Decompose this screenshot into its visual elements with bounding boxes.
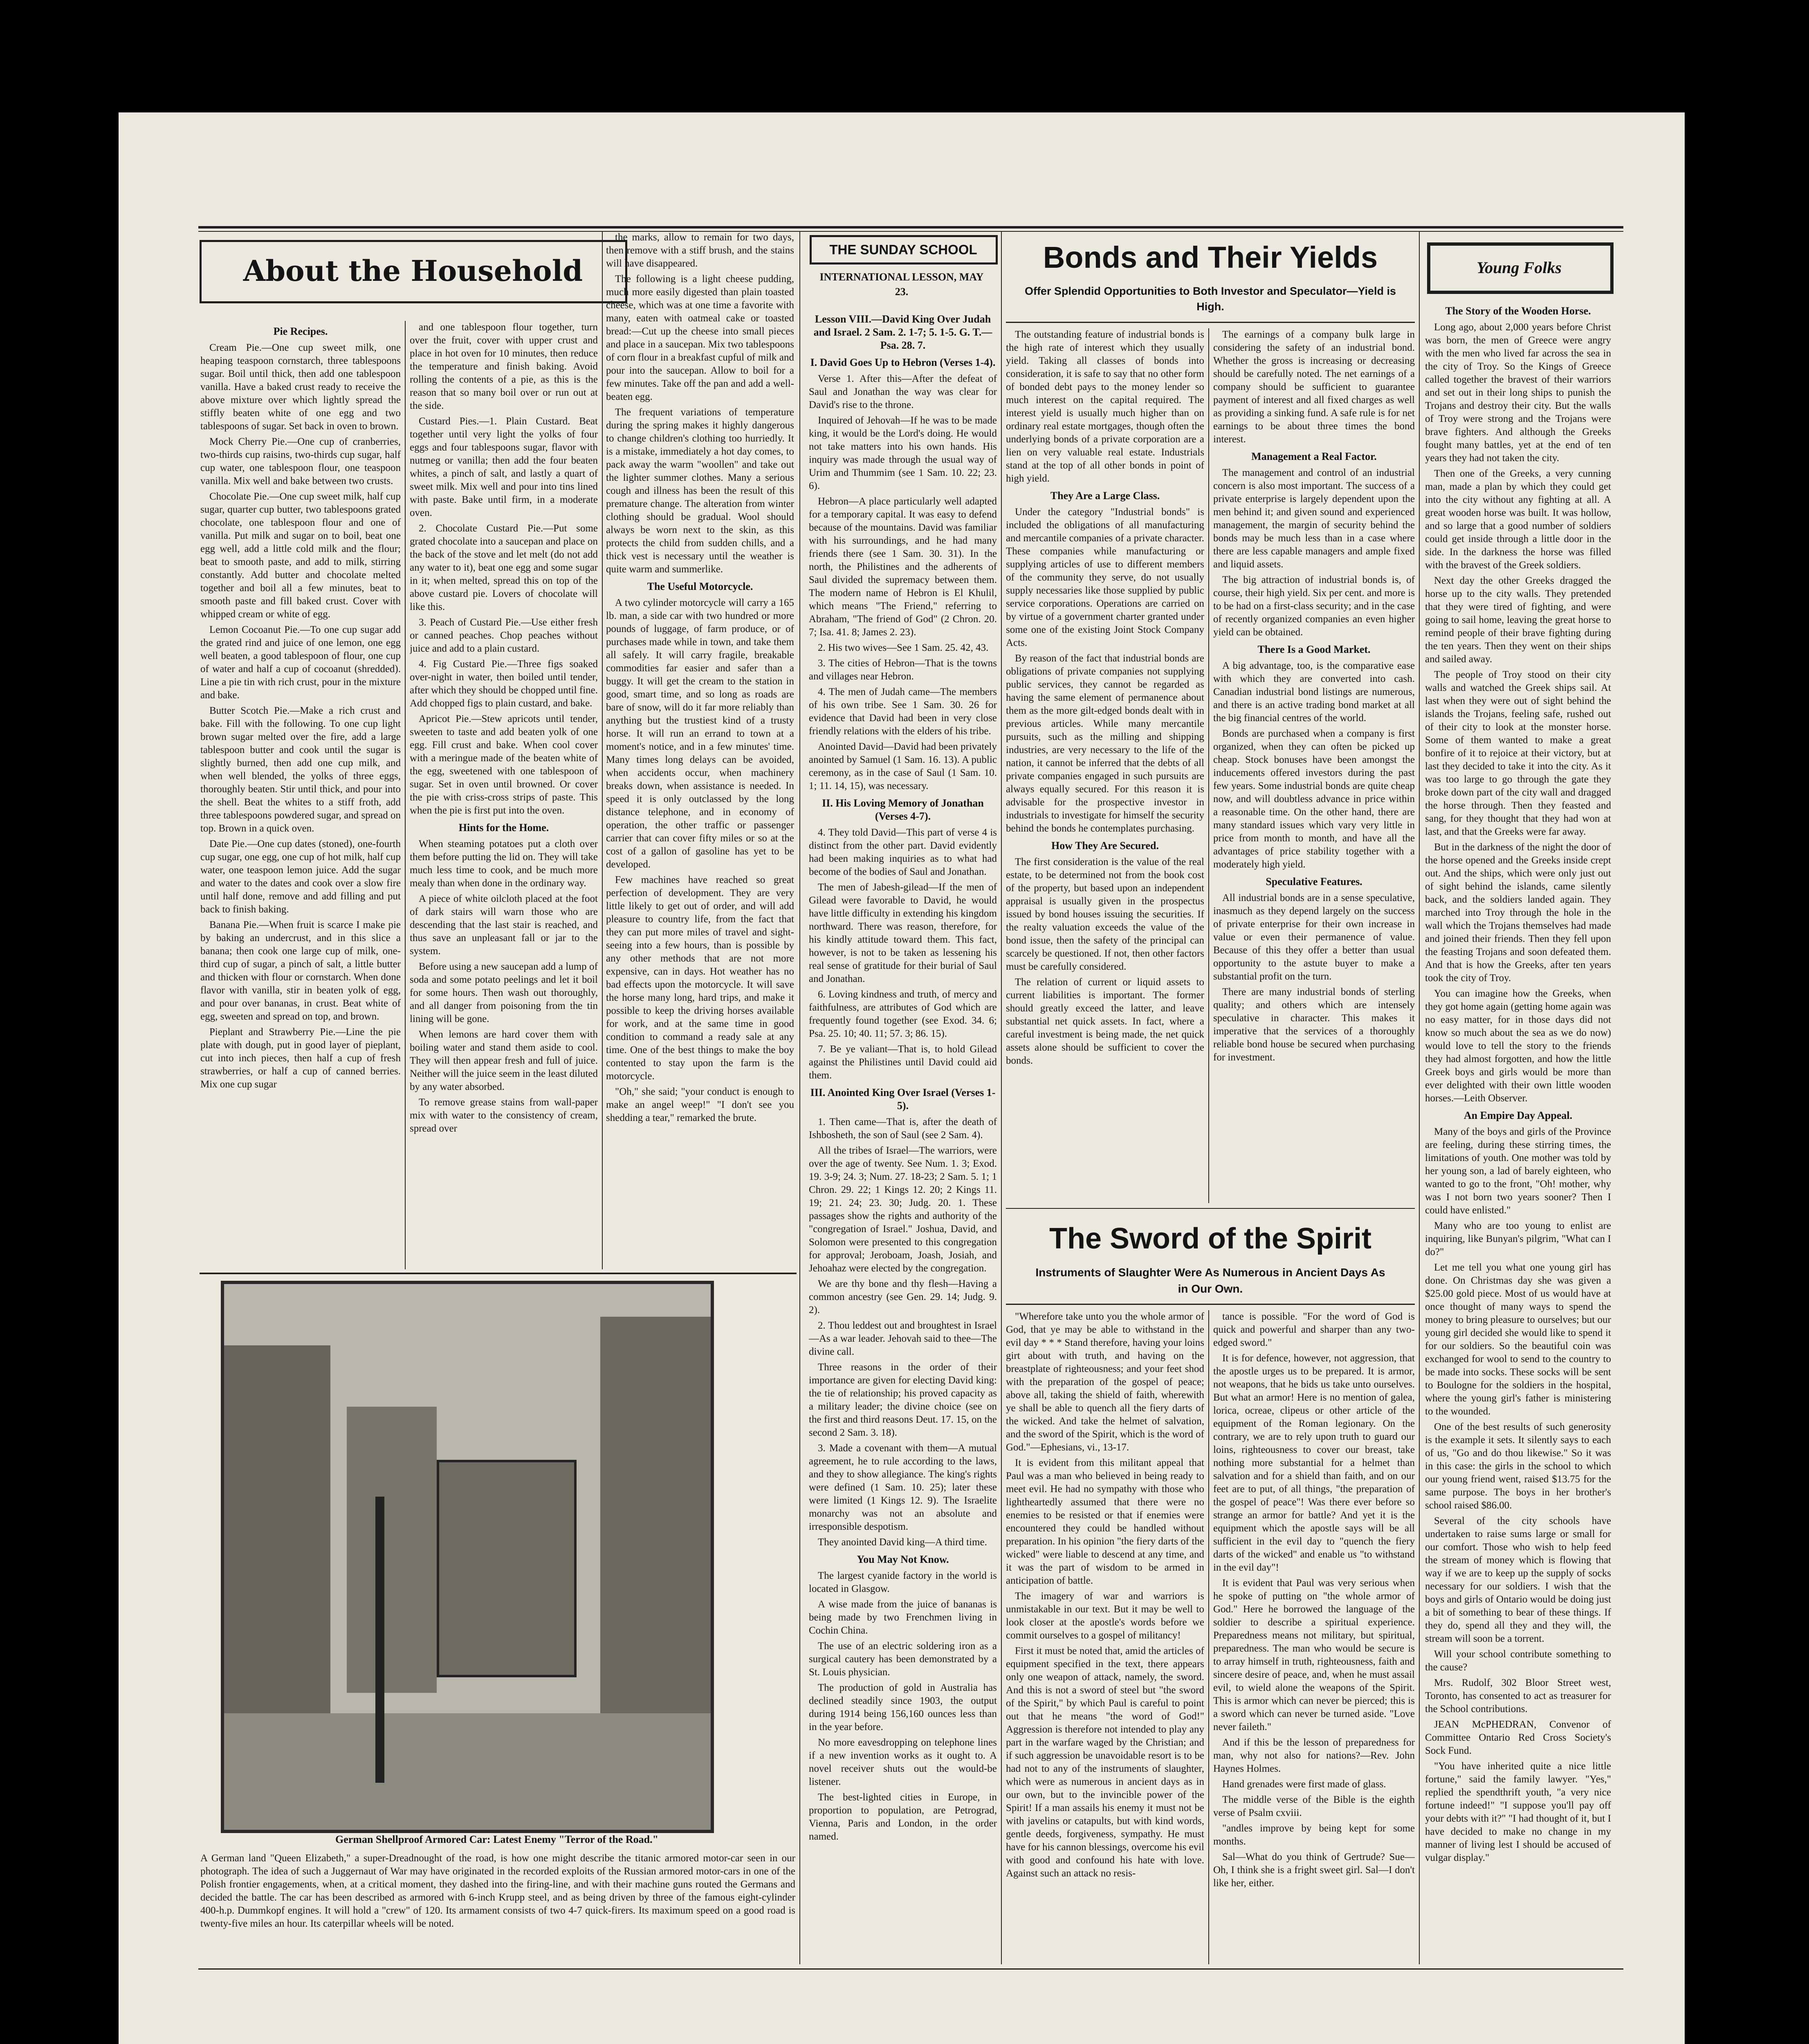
street [224, 1713, 711, 1830]
pie-recipes-heading: Pie Recipes. [273, 325, 328, 337]
paragraph: Date Pie.—One cup dates (stoned), one-fourth cup sugar, one egg, one cup of hot milk, half cup water, one teaspoon lemon juice. Add the sugar and water to the dates and cook over a slow fire until half done, remove and add filling and put back to finish baking. [200, 838, 401, 915]
paragraph: It is evident that Paul was very serious when he spoke of putting on "the whole armor of God." Here he borrowed the language of the soldier to describe a spiritual experience. Preparedness means not military, but spiritual, preparedness. The man who would be secure is to array himself in truth, righteousness, faith and sincere desire of peace, and, when he must assail evil, to wield alone the weapons of the Spirit. This is armor which can never be pierced; this is a sword which can never be turned aside. "Love never faileth." [1213, 1578, 1415, 1732]
paragraph: 1. Then came—That is, after the death of Ishbosheth, the son of Saul (see 2 Sam. 4). [809, 1116, 997, 1141]
paragraph: Then one of the Greeks, a very cunning man, made a plan by which they could get into the city without any fighting at all. A great wooden horse was built. It was hollow, and so large that a good number of soldiers could get inside through a little door in the side. In the darkness the horse was filled with the bravest of the Greek soldiers. [1425, 468, 1611, 571]
paragraph: The production of gold in Australia has declined steadily since 1903, the output during 1914 being 156,160 ounces less than in the year before. [809, 1682, 997, 1732]
bonds-subtitle: Offer Splendid Opportunities to Both Investor and Speculator—Yield is High. [1024, 285, 1396, 313]
section-heading: They Are a Large Class. [1050, 490, 1160, 502]
paragraph: The use of an electric soldering iron as a surgical cautery has been demonstrated by a St. Louis physician. [809, 1641, 997, 1678]
bottom-rule [198, 1968, 1623, 1970]
paragraph: Before using a new saucepan add a lump of soda and some potato peelings and let it boil for some hours. Then wash out thoroughly, and all danger from poisoning from the tin lining will be gone. [410, 961, 598, 1024]
paragraph: Lemon Cocoanut Pie.—To one cup sugar add the grated rind and juice of one lemon, one egg well beaten, a good tablespoon of flour, one cup of water and half a cup of cocoanut (shredded). Line a pie tin with rich crust, pour in the mixture and bake. [200, 624, 401, 701]
column-rule [602, 231, 603, 1269]
hints-heading: Hints for the Home. [458, 822, 549, 834]
paragraph: 6. Loving kindness and truth, of mercy and faithfulness, are attributes of God which are frequently found together (see Exod. 34. 6; Psa. 25. 10; 40. 11; 57. 3; 86. 15). [809, 989, 997, 1039]
paragraph: The frequent variations of temperature during the spring makes it highly dangerous to change children's clothing too hurriedly. It is a mistake, immediately a hot day comes, to pack away the warm "woollen" and take out the lighter summer clothes. Many a serious cough and illness has been the result of this premature change. The alteration from winter clothing should be gradual. Wool should always be worn next to the skin, as this protects the child from sudden chills, and a thick vest is necessary until the weather is quite warm and summerlike. [606, 407, 794, 575]
paragraph: Many who are too young to enlist are inquiring, like Bunyan's pilgrim, "What can I do?" [1425, 1220, 1611, 1257]
paragraph: They anointed David king—A third time. [818, 1537, 987, 1548]
paragraph: Under the category "Industrial bonds" is included the obligations of all manufacturing and mercantile companies of a private character. These companies while manufacturing or supplying articles of use to different members of the community they serve, do not usually supply necessaries like those supplied by public service corporations. Operations are carried on by virtue of a government charter granted under some one of the existing Joint Stock Company Acts. [1006, 507, 1204, 648]
paragraph: All the tribes of Israel—The warriors, were over the age of twenty. See Num. 1. 3; Exod. 19. 3-9; 24. 3; Num. 27. 18-23; 2 Sam. 5. 1; 1 Chron. 29. 22; 1 Kings 12. 20; 2 Kings 11. 19; 21. 24; 23. 30; Judg. 20. 1. These passages show the rights and authority of the "congregation of Israel." Joshua, David, and Solomon were presented to this congregation for approval; Jeroboam, Joash, Josiah, and Jehoahaz were elected by the congregation. [809, 1145, 997, 1274]
paragraph: A big advantage, too, is the comparative ease with which they are converted into cash. Canadian industrial bond listings are numerous, and there is an active trading bond market at all the big financial centres of the world. [1213, 660, 1415, 724]
paragraph: Long ago, about 2,000 years before Christ was born, the men of Greece were angry with the men who lived far across the sea in the city of Troy. So the Kings of Greece called together the bravest of their warriors and set out in their long ships to punish the Trojans and destroy their city. But the walls of Troy were strong and the Trojans were brave fighters. And although the Greeks fought many battles, yet at the end of ten years they had not taken the city. [1425, 322, 1611, 464]
young-folks-title: Young Folks [1477, 258, 1562, 277]
paragraph: 3. Made a covenant with them—A mutual agreement, he to rule according to the laws, and they to show allegiance. The king's rights were defined (1 Sam. 10. 25); later these were limited (1 Kings 12. 9). The Israelite monarchy was not an absolute and irresponsible despotism. [809, 1443, 997, 1532]
paragraph: You can imagine how the Greeks, when they got home again (getting home again was no easy matter, for in those days did not know so much about the sea as we do now) would love to tell the story to the friends they had almost forgotten, and how the little Greek boys and girls would be more than ever delighted with their own little wooden horses.—Leith Observer. [1425, 988, 1611, 1104]
column-rule [405, 321, 406, 1269]
paragraph: Mrs. Rudolf, 302 Bloor Street west, Toronto, has consented to act as treasurer for the School contributions. [1425, 1677, 1611, 1715]
empire-day-heading: An Empire Day Appeal. [1463, 1109, 1573, 1121]
paragraph: Anointed David—David had been privately anointed by Samuel (1 Sam. 16. 13). A public ceremony, as in the case of Saul (1 Sam. 10. 1; 11. 14, 15), was necessary. [809, 741, 997, 791]
paragraph: and one tablespoon flour together, turn over the fruit, cover with upper crust and place in hot oven for 10 minutes, then reduce the temperature and finish baking. Avoid rolling the contents of a pie, as this is the reason that so many boil over or run out at the side. [410, 322, 598, 411]
section-heading: How They Are Secured. [1051, 840, 1159, 852]
paragraph: Few machines have reached so great perfection of development. They are very little likely to get out of order, and will add pleasure to country life, from the fact that they can put more miles of travel and sight-seeing into a few hours, than is possible by any other methods that are not more expensive, can in days. Hot weather has no bad effects upon the motorcycle. It will save the horse many long, hard trips, and make it possible to keep the driving horses available for work, and at the same time in good condition to command a ready sale at any time. One of the best things to make the boy contented to stay upon the farm is the motorcycle. [606, 874, 794, 1082]
paragraph: The earnings of a company bulk large in considering the safety of an industrial bond. Whether the gross is increasing or decreasing should be carefully noted. The net earnings of a company should be sufficient to guarantee payment of interest and all fixed charges as well as providing a sinking fund. A safe rule is for net earnings to be about three times the bond interest. [1213, 329, 1415, 445]
building-left [224, 1345, 330, 1713]
household-col-3 [606, 231, 794, 1269]
paragraph: The big attraction of industrial bonds is, of course, their high yield. Six per cent. and more is to be had on a first-class security; and in the case of recently organized companies an even higher yield can be obtained. [1213, 574, 1415, 638]
paragraph: 4. They told David—This part of verse 4 is distinct from the other part. David evidently had been making inquiries as to what had become of the bodies of Saul and Jonathan. [809, 827, 997, 877]
section-rule [1006, 322, 1415, 323]
paragraph: The management and control of an industrial concern is also most important. The success of a private enterprise is largely dependent upon the men behind it; and given sound and experienced management, the margin of security behind the bonds may be much less than in a case where there are less capable managers and ample fixed and liquid assets. [1213, 467, 1415, 570]
paragraph: The outstanding feature of industrial bonds is the high rate of interest which they usually yield. Taking all classes of bonds into consideration, it is safe to say that no other form of bonded debt pays to the money lender so much interest on the capital required. The interest yield is usually much higher than on ordinary real estate mortgages, though often the underlying bonds of a private corporation are a lien on very valuable real estate. Industrials stand at the top of all other bonds in point of high yield. [1006, 329, 1204, 484]
paragraph: Apricot Pie.—Stew apricots until tender, sweeten to taste and add beaten yolk of one egg. Fill crust and bake. When cool cover with a meringue made of the beaten white of the egg, sweetened with one tablespoon of sugar. Set in oven until browned. Or cover the pie with criss-cross strips of paste. This when the pie is first put into the oven. [410, 713, 598, 816]
sword-col-1 [1006, 1310, 1204, 1964]
newspaper-page [119, 112, 1685, 2044]
paragraph: The middle verse of the Bible is the eighth verse of Psalm cxviii. [1213, 1794, 1415, 1818]
paragraph: By reason of the fact that industrial bonds are obligations of private companies not supplying public services, they cannot be regarded as having the same element of permanence about them as the more gilt-edged bonds dealt with in previous articles. While many mercantile pursuits, such as the milling and shipping industries, are very necessary to the life of the nation, it cannot be inferred that the debts of all private companies engaged in such pursuits are always equally secured. For this reason it is advisable for the prospective investor in industrials to investigate for himself the security behind the bonds he contemplates purchasing. [1006, 653, 1204, 834]
paragraph: But in the darkness of the night the door of the horse opened and the Greeks inside crept out. And the ships, which were only just out of sight behind the islands, came silently back, and the soldiers landed again. They marched into Troy through the hole in the wall which the Trojans themselves had made and joined their friends. Then they fell upon the feasting Trojans and soon defeated them. And that is how the Greeks, after ten years took the city of Troy. [1425, 842, 1611, 984]
bonds-col-2 [1213, 328, 1415, 1203]
paragraph: Butter Scotch Pie.—Make a rich crust and bake. Fill with the following. To one cup light brown sugar melted over the fire, add a large tablespoon butter and cook until the sugar is slightly burned, then add one cup milk, and when well blended, the yolks of three eggs, thoroughly beaten. Stir until thick, and pour into the shell. Beat the whites to a stiff froth, add three tablespoons powdered sugar, and spread on top. Brown in a quick oven. [200, 705, 401, 834]
column-rule [1208, 328, 1209, 1203]
sunday-school-col [809, 309, 997, 1964]
paragraph: The relation of current or liquid assets to current liabilities is important. The former should greatly exceed the latter, and leave substantial net quick assets. In fact, where a careful investment is being made, the net quick assets alone should be sufficient to cover the bonds. [1006, 977, 1204, 1066]
paragraph: Cream Pie.—One cup sweet milk, one heaping teaspoon cornstarch, three tablespoons sugar. Boil until thick, then add one tablespoon vanilla. Have a baked crust ready to receive the above mixture over which lightly spread the stiffly beaten white of one egg and two tablespoons of sugar. Set back in oven to brown. [200, 342, 401, 432]
building-right [600, 1317, 711, 1726]
paragraph: Hand grenades were first made of glass. [1222, 1779, 1386, 1790]
paragraph: Mock Cherry Pie.—One cup of cranberries, two-thirds cup raisins, two-thirds cup sugar, half cup water, one tablespoon flour, one teaspoon vanilla. Mix well and bake between two crusts. [200, 436, 401, 486]
section-heading: I. David Goes Up to Hebron (Verses 1-4). [810, 356, 996, 368]
household-title: About the Household [243, 254, 583, 288]
paragraph: The people of Troy stood on their city walls and watched the Greek ships sail. At last when they were out of sight behind the islands the Trojans, feeling safe, rushed out of their city to look at the monster horse. Some of them wanted to make a great bonfire of it to rejoice at their victory, but at last they decided to take it into the city. As it was too large to go through the gate they broke down part of the city wall and dragged the horse through. Then they feasted and sang, for they thought that they had won at last, and that the Greeks were far away. [1425, 669, 1611, 837]
paragraph: Many of the boys and girls of the Province are feeling, during these stirring times, the limitations of youth. One mother was told by her young son, a lad of barely eighteen, who wanted to go to the front, "Oh! mother, why was I not born two years sooner? Then I could have enlisted." [1425, 1126, 1611, 1216]
paragraph: 7. Be ye valiant—That is, to hold Gilead against the Philistines until David could aid them. [809, 1044, 997, 1081]
household-col-1 [200, 321, 401, 1269]
paragraph: Custard Pies.—1. Plain Custard. Beat together until very light the yolks of four eggs and four tablespoons sugar, flavor with nutmeg or vanilla; then add the four beaten whites, a pinch of salt, and lastly a quart of sweet milk. Mix well and pour into tins lined with paste. Bake until firm, in a moderate oven. [410, 416, 598, 518]
paragraph: Hebron—A place particularly well adapted for a temporary capital. It was easy to defend because of the mountains. David was familiar with his surroundings, and he had many friends there (see 1 Sam. 30. 31). In the north, the Philistines and the adherents of Saul divided the supremacy between them. The modern name of Hebron is El Khulil, which means "The Friend," referring to Abraham, "The friend of God" (2 Chron. 20. 7; Isa. 41. 8; James 2. 23). [809, 496, 997, 638]
section-heading: III. Anointed King Over Israel (Verses 1-5). [810, 1087, 996, 1112]
paragraph: A two cylinder motorcycle will carry a 165 lb. man, a side car with two hundred or more pounds of luggage, of farm produce, or of purchases made while in town, and take them all safely. It will carry fragile, breakable commodities far easier and safer than a buggy. It will get the cream to the station in good, smart time, and so long as roads are bare of snow, will do it far more reliably than anything but the trustiest kind of a trusty horse. It will run an errand to town at a moment's notice, and in a few minutes' time. Many times long delays can be avoided, when accidents occur, when machinery breaks down, when assistance is needed. In speed it is only outclassed by the long distance telephone, and in economy of operation, the other traffic or passenger carrier that can cover fifty miles or so at the cost of a gallon of gasoline has yet to be developed. [606, 597, 794, 870]
paragraph: "andles improve by being kept for some months. [1213, 1823, 1415, 1847]
paragraph: 4. Fig Custard Pie.—Three figs soaked over-night in water, then boiled until tender, after which they should be chopped until fine. Add chopped figs to plain custard, and bake. [410, 659, 598, 709]
paragraph: 2. Chocolate Custard Pie.—Put some grated chocolate into a saucepan and place on the back of the stove and let melt (do not add any water to it), beat one egg and some sugar in it; when melted, spread this on top of the above custard pie. Lovers of chocolate will like this. [410, 523, 598, 612]
armored-car [437, 1460, 577, 1677]
wooden-horse-heading: The Story of the Wooden Horse. [1445, 305, 1591, 317]
paragraph: The following is a light cheese pudding, much more easily digested than plain toasted cheese, which was at one time a favorite with many, eaten with oatmeal cake or toasted bread:—Cut up the cheese into small pieces and place in a saucepan. Mix two tablespoons of corn flour in a breakfast cupful of milk and pour into the saucepan. Allow to boil for a few minutes. Take off the pan and add a well-beaten egg. [606, 273, 794, 402]
paragraph: And if this be the lesson of preparedness for man, why not also for nations?—Rev. John Haynes Holmes. [1213, 1737, 1415, 1774]
paragraph: We are thy bone and thy flesh—Having a common ancestry (see Gen. 29. 14; Judg. 9. 2). [809, 1278, 997, 1316]
paragraph: "Oh," she said; "your conduct is enough to make an angel weep!" "I don't see you shedding a tear," remarked the brute. [606, 1086, 794, 1123]
paragraph: "You have inherited quite a nice little fortune," said the family lawyer. "Yes," replied the spendthrift youth, "a very nice fortune indeed!" "I suppose you'll pay off your debts with it?" "I had thought of it, but I have decided to make no change in my manner of living lest I should be accused of vulgar display." [1425, 1761, 1611, 1863]
paragraph: Bonds are purchased when a company is first organized, when they can often be picked up cheap. Stock bonuses have been amongst the inducements offered investors during the past few years. Some industrial bonds are quite cheap now, and will doubtless advance in price within a reasonable time. On the other hand, there are many standard issues which vary very little in price from month to month, and have all the advantages of price stability together with a moderately high yield. [1213, 728, 1415, 870]
paragraph: No more eavesdropping on telephone lines if a new invention works as it ought to. A novel receiver shuts out the would-be listener. [809, 1737, 997, 1787]
signature: JEAN McPHEDRAN, Convenor of Committee Ontario Red Cross Society's Sock Fund. [1425, 1719, 1611, 1756]
paragraph: 2. His two wives—See 1 Sam. 25. 42, 43. [818, 642, 989, 653]
sword-title: The Sword of the Spirit [1049, 1222, 1371, 1255]
paragraph: The imagery of war and warriors is unmistakable in our text. But it may be well to look closer at the apostle's words before we commit ourselves to a gospel of militancy! [1006, 1591, 1204, 1641]
paragraph: Next day the other Greeks dragged the horse up to the city walls. They pretended that they were tired of fighting, and were going to sail home, leaving the great horse to remind people of their brave fighting during the ten years. Then they went on their ships and sailed away. [1425, 575, 1611, 665]
household-col-2 [410, 321, 598, 1269]
section-heading: II. His Loving Memory of Jonathan (Verses 4-7). [822, 797, 984, 822]
sunday-school-subhead: INTERNATIONAL LESSON, MAY 23. [819, 271, 984, 298]
paragraph: Let me tell you what one young girl has done. On Christmas day she was given a $25.00 gold piece. Most of us would have at once thought of many ways to spend the money to bring pleasure to ourselves; but our young girl decided she would like to spend it for our soldiers. So the beautiful coin was exchanged for wool to send to the country to be made into socks. These socks will be sent to Boulogne for the soldiers in the hospital, where the young girl's father is ministering to the wounded. [1425, 1262, 1611, 1417]
sword-col-2 [1213, 1310, 1415, 1964]
paragraph: 4. The men of Judah came—The members of his own tribe. See 1 Sam. 30. 26 for evidence that David had been in very close friendly relations with the elders of his tribe. [809, 686, 997, 737]
bonds-title: Bonds and Their Yields [1043, 240, 1378, 274]
paragraph: tance is possible. "For the word of God is quick and powerful and sharper than any two-edged sword." [1213, 1311, 1415, 1348]
paragraph: It is evident from this militant appeal that Paul was a man who believed in being ready to meet evil. He had no sympathy with those who lightheartedly assumed that there were no enemies to be resisted or that if enemies were encountered they could be handled without preparation. In his opinion "the fiery darts of the wicked" were liable to descend at any time, and it was the part of wisdom to be armed in anticipation of battle. [1006, 1457, 1204, 1586]
paragraph: To remove grease stains from wall-paper mix with water to the consistency of cream, spread over [410, 1097, 598, 1134]
section-rule [1006, 1304, 1415, 1305]
lesson-heading: Lesson VIII.—David King Over Judah and Israel. 2 Sam. 2. 1-7; 5. 1-5. G. T.—Psa. 28. 7. [813, 313, 992, 351]
paragraph: There are many industrial bonds of sterling quality; and others which are intensely speculative in character. This makes it imperative that the services of a thoroughly reliable bond house be secured when purchasing for investment. [1213, 986, 1415, 1063]
column-rule [799, 231, 800, 1964]
section-heading: Management a Real Factor. [1251, 450, 1377, 462]
bonds-col-1 [1006, 328, 1204, 1203]
young-folks-col [1425, 300, 1611, 1964]
paragraph: First it must be noted that, amid the articles of equipment specified in the text, there appears only one weapon of attack, namely, the sword. And this is not a sword of steel but "the sword of the Spirit," by which Paul is careful to point out that he means "the word of God!" Aggression is therefore not intended to play any part in the warfare waged by the Christian; and if such aggression be unavoidable resort is to be had not to any of the instruments of slaughter, which were as numerous in ancient days as in our own, but to the invincible power of the Spirit! If a man assails his enemy it must not be with javelins or catapults, but with kind words, gentle deeds, forgiveness, sympathy. He must have for his cannon blessings, overcome his evil with good and confound his hate with love. Against such an attack no resis- [1006, 1645, 1204, 1879]
top-rule-thin [198, 231, 1623, 232]
column-rule [1208, 1310, 1209, 1964]
paragraph: Will your school contribute something to the cause? [1425, 1649, 1611, 1673]
paragraph: When lemons are hard cover them with boiling water and stand them aside to cool. They will then appear fresh and full of juice. Neither will the juice seem in the least diluted by any water absorbed. [410, 1029, 598, 1092]
paragraph: Several of the city schools have undertaken to raise sums large or small for our comfort. Those who wish to help feed the stream of money which is flowing that way if we are to keep up the supply of socks necessary for our soldiers. I wish that the boys and girls of Ontario would be doing just a bit of something to bear of these things. If they do, spend all they and they will, the stream will soon be a torrent. [1425, 1515, 1611, 1644]
paragraph: The largest cyanide factory in the world is located in Glasgow. [809, 1570, 997, 1594]
paragraph: Verse 1. After this—After the defeat of Saul and Jonathan the way was clear for David's rise to the throne. [809, 373, 997, 410]
paragraph: 3. The cities of Hebron—That is the towns and villages near Hebron. [809, 658, 997, 682]
paragraph: It is for defence, however, not aggression, that the apostle urges us to be prepared. It is armor, not weapons, that he bids us take unto ourselves. But what an armor! Here is no mention of galea, lorica, ocreae, clipeus or other article of the equipment of the Roman legionary. On the contrary, we are to rely upon truth to guard our loins, righteousness to cover our breast, take nothing more substantial for a helmet than salvation and for a shield than faith, and on our feet are to put, of all things, "the preparation of the gospel of peace"! Was there ever before so strange an armor for battle? And yet it is the equipment which the apostle says will be all sufficient in the evil day to "quench the fiery darts of the wicked" and enable us "to withstand in the evil day"! [1213, 1353, 1415, 1573]
section-heading: Speculative Features. [1266, 876, 1362, 888]
paragraph: Sal—What do you think of Gertrude? Sue—Oh, I think she is a fright sweet girl. Sal—I don't like her, either. [1213, 1851, 1415, 1889]
you-may-not-know-heading: You May Not Know. [857, 1553, 949, 1565]
paragraph: The first consideration is the value of the real estate, to be determined not from the book cost of the property, but based upon an independent appraisal is usually given in the prospectus issued by bond houses issuing the securities. If the realty valuation exceeds the value of the bond issue, then the safety of the principal can scarcely be questioned. If not, then other factors must be carefully considered. [1006, 856, 1204, 972]
paragraph: "Wherefore take unto you the whole armor of God, that ye may be able to withstand in the evil day * * * Stand therefore, having your loins girt about with truth, and having on the breastplate of righteousness; and your feet shod with the preparation of the gospel of peace; above all, taking the shield of faith, wherewith ye shall be able to quench all the fiery darts of the wicked. And take the helmet of salvation, and the sword of the Spirit, which is the word of God."—Ephesians, vi., 13-17. [1006, 1311, 1204, 1453]
paragraph: Inquired of Jehovah—If he was to be made king, it would be the Lord's doing. He would not take matters into his own hands. His inquiry was made through the usual way of Urim and Thummim (see 1 Sam. 10. 22; 23. 6). [809, 415, 997, 491]
paragraph: The best-lighted cities in Europe, in proportion to population, are Petrograd, Vienna, Paris and London, in the order named. [809, 1792, 997, 1842]
paragraph: A wise made from the juice of bananas is being made by two Frenchmen living in Cochin China. [809, 1599, 997, 1636]
column-rule [1001, 231, 1002, 1964]
building-mid [347, 1407, 437, 1693]
paragraph: One of the best results of such generosity is the example it sets. It silently says to each of us, "Go and do thou likewise." So it was in this case: the girls in the school to which our young friend went, raised $13.75 for the same purpose. The boys in her brother's school raised $86.00. [1425, 1421, 1611, 1511]
top-rule [198, 226, 1623, 229]
sword-subtitle: Instruments of Slaughter Were As Numerous in Ancient Days As in Our Own. [1035, 1266, 1385, 1295]
section-rule [200, 1273, 797, 1274]
column-rule [1419, 231, 1420, 1964]
lamp-post [375, 1497, 384, 1783]
motorcycle-heading: The Useful Motorcycle. [647, 580, 753, 592]
armored-car-photo [221, 1281, 714, 1833]
paragraph: A piece of white oilcloth placed at the foot of dark stairs will warn those who are descending that the last stair is reached, and thus save an unpleasant fall or jar to the system. [410, 893, 598, 957]
paragraph: Chocolate Pie.—One cup sweet milk, half cup sugar, quarter cup butter, two tablespoons grated chocolate, one tablespoon flour and one of vanilla. Put milk and sugar on to boil, beat one egg well, add a little cold milk and the flour; beat to smooth paste, and add to milk, stirring constantly. Add butter and chocolate melted together and boil all a few minutes, beat to smooth paste and fill baked crust. Cover with whipped cream or white of egg. [200, 491, 401, 620]
sunday-school-title: THE SUNDAY SCHOOL [829, 242, 977, 257]
paragraph: 3. Peach of Custard Pie.—Use either fresh or canned peaches. Chop peaches without juice and add to a plain custard. [410, 617, 598, 654]
sword-title-box [1006, 1208, 1415, 1210]
paragraph: The men of Jabesh-gilead—If the men of Gilead were favorable to David, he would have little difficulty in extending his kingdom northward. There was reason, therefore, for his kindly attitude toward them. This fact, however, is not to be taken as lessening his real sense of gratitude for their burial of Saul and Jonathan. [809, 882, 997, 984]
paragraph: Pieplant and Strawberry Pie.—Line the pie plate with dough, put in good layer of pieplant, cut into inch pieces, then half a cup of fresh strawberries, or half a cup of canned berries. Mix one cup sugar [200, 1026, 401, 1090]
photo-caption: German Shellproof Armored Car: Latest Enemy "Terror of the Road." [335, 1833, 659, 1845]
photo-description: A German land "Queen Elizabeth," a super-Dreadnought of the road, is how one might describe the titanic armored motor-car seen in our photograph. The idea of such a Juggernaut of War may have originated in the recorded exploits of the Russian armored motor-cars in one of the Polish frontier engagements, when, at a critical moment, they dashed into the firing-line, and with their machine guns routed the Germans and decided the battle. The car has been described as armored with 6-inch Krupp steel, and as being driven by three of the famous eight-cylinder 400-h.p. Dummkopf engines. It will hold a "crew" of 120. Its armament consists of two 4-7 quick-firers. Its maximum speed on a good road is twenty-five miles an hour. Its caterpillar wheels will be noted. [200, 1853, 795, 1929]
paragraph: When steaming potatoes put a cloth over them before putting the lid on. They will take much less time to cook, and be much more mealy than when done in the ordinary way. [410, 838, 598, 889]
section-heading: There Is a Good Market. [1257, 643, 1371, 655]
paragraph: Three reasons in the order of their importance are given for electing David king: the tie of relationship; his proved capacity as a military leader; the divine choice (see on the first and third reasons Deut. 17. 15, on the second 2 Sam. 3. 18). [809, 1362, 997, 1438]
paragraph: All industrial bonds are in a sense speculative, inasmuch as they depend largely on the success of private enterprise for their own increase in value or even their permanence of value. Because of this they offer a better than usual opportunity to the astute buyer to make a substantial profit on the turn. [1213, 892, 1415, 982]
paragraph: 2. Thou leddest out and broughtest in Israel—As a war leader. Jehovah said to thee—The divine call. [809, 1320, 997, 1357]
paragraph: Banana Pie.—When fruit is scarce I make pie by baking an undercrust, and in this slice a banana; then cook one large cup of milk, one-third cup of sugar, a pinch of salt, a little butter and thicken with flour or cornstarch. When done flavor with vanilla, stir in beaten yolk of egg, and pour over bananas, in crust. Beat white of egg, sweeten and spread on top, and brown. [200, 919, 401, 1022]
paragraph: the marks, allow to remain for two days, then remove with a stiff brush, and the stains will have disappeared. [606, 232, 794, 269]
